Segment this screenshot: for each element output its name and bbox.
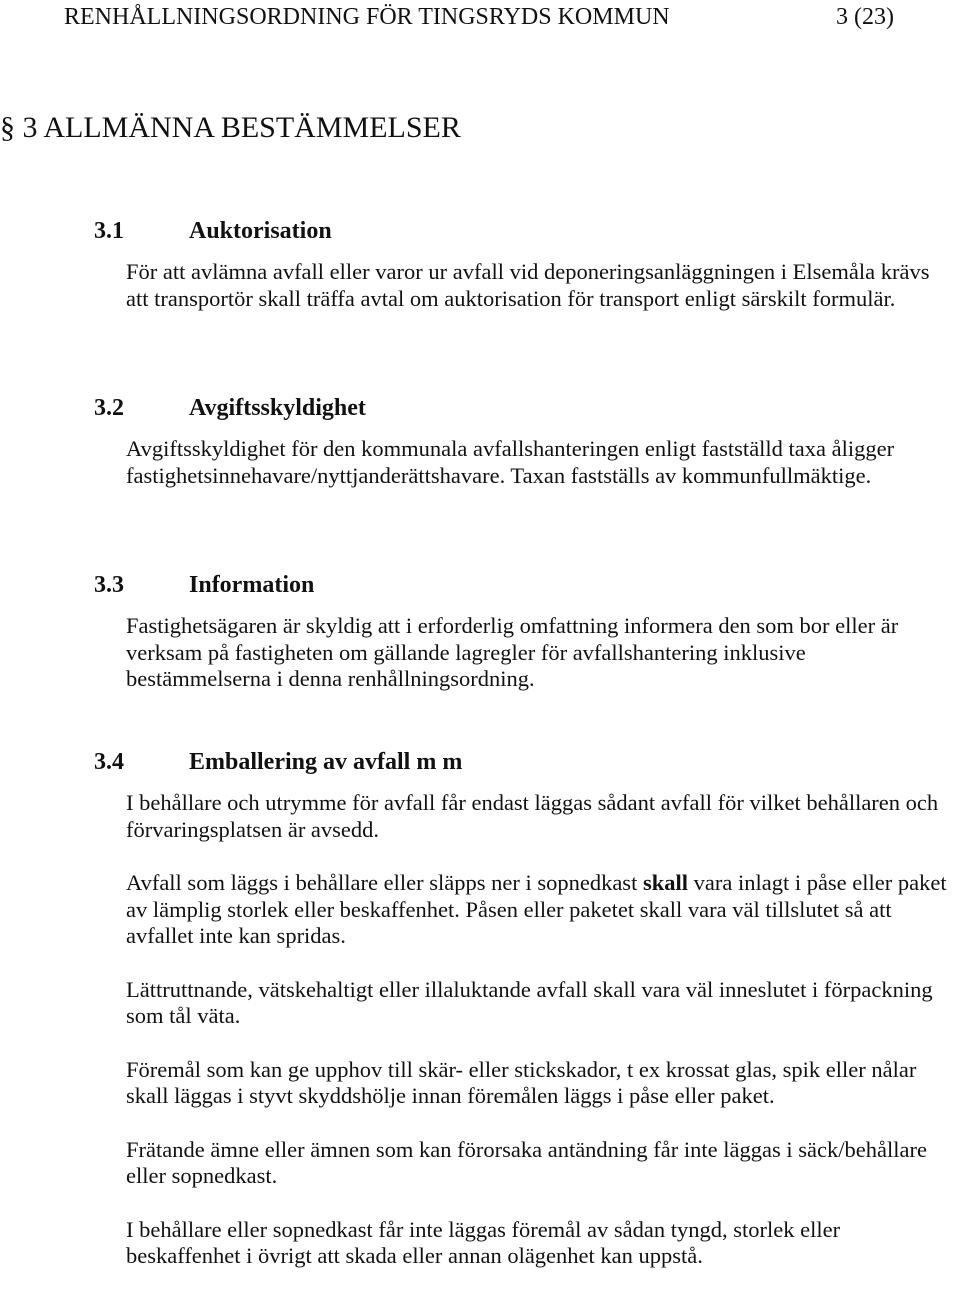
section-3-1: [0, 216, 960, 312]
paragraph: Frätande ämne eller ämnen som kan förorsaka antändning får inte läggas i säck/behållare eller sopnedkast.: [126, 1136, 927, 1188]
document-title: RENHÅLLNINGSORDNING FÖR TINGSRYDS KOMMUN: [64, 4, 670, 30]
section-heading: [0, 747, 960, 777]
paragraph-text: vara inlagt i påse eller paket av lämplig storlek eller beskaffenhet. Påsen eller paketet skall vara väl tillslutet så att avfallet inte kan spridas.: [126, 870, 947, 948]
section-3-3: [0, 570, 960, 693]
section-number: 3.2: [94, 395, 124, 421]
chapter-title: § 3 ALLMÄNNA BESTÄMMELSER: [0, 111, 461, 144]
paragraph: Lättruttnande, vätskehaltigt eller illaluktande avfall skall vara väl inneslutet i förpackning som tål väta.: [126, 976, 933, 1028]
section-number: 3.3: [94, 572, 124, 598]
section-title: Emballering av avfall m m: [189, 749, 463, 775]
paragraph: I behållare eller sopnedkast får inte läggas föremål av sådan tyngd, storlek eller beskaffenhet i övrigt att skada eller annan olägenhet kan uppstå.: [126, 1216, 841, 1268]
section-title: Information: [189, 572, 315, 598]
paragraph: Avgiftsskyldighet för den kommunala avfallshanteringen enligt fastställd taxa åligger fastighetsinnehavare/nyttjanderättshavare. Taxan fastställs av kommunfullmäktige.: [126, 436, 895, 488]
section-heading: [0, 216, 960, 246]
paragraph: Fastighetsägaren är skyldig att i erforderlig omfattning informera den som bor eller är verksam på fastigheten om gällande lagregler för avfallshantering inklusive bestämmelserna i denna renhållningsordning.: [126, 613, 899, 691]
paragraph: I behållare och utrymme för avfall får endast läggas sådant avfall för vilket behållaren och förvaringsplatsen är avsedd.: [126, 790, 939, 842]
paragraph-text: Avfall som läggs i behållare eller släpps ner i sopnedkast: [126, 870, 643, 895]
section-number: 3.1: [94, 218, 124, 244]
section-title: Auktorisation: [189, 218, 332, 244]
paragraph: [0, 870, 956, 950]
section-heading: [0, 570, 960, 600]
section-heading: [0, 393, 960, 423]
emphasis-text: skall: [642, 870, 688, 895]
section-3-2: [0, 393, 960, 489]
section-title: Avgiftsskyldighet: [189, 395, 366, 421]
section-number: 3.4: [94, 749, 124, 775]
paragraph: För att avlämna avfall eller varor ur avfall vid deponeringsanläggningen i Elsemåla krävs att transportör skall träffa avtal om auktorisation för transport enligt särskilt formulär.: [126, 259, 930, 311]
page-number: 3 (23): [836, 4, 894, 30]
section-3-4: [0, 747, 960, 1270]
paragraph: Föremål som kan ge upphov till skär- eller stickskador, t ex krossat glas, spik eller nålar skall läggas i styvt skyddshölje innan föremålen läggs i påse eller paket.: [126, 1056, 917, 1108]
